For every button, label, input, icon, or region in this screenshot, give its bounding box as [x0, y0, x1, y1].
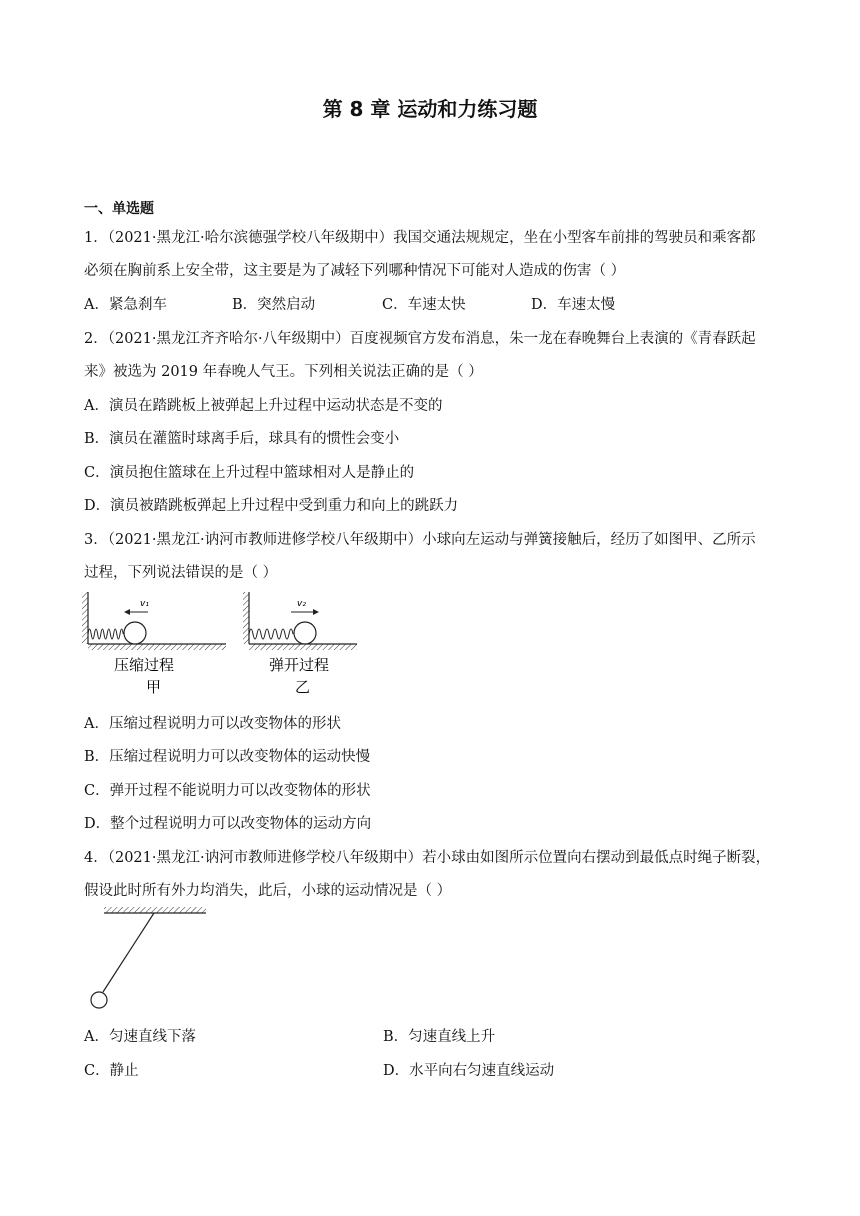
section-heading: 一、单选题 [84, 201, 154, 217]
q3-option-a: A．压缩过程说明力可以改变物体的形状 [84, 716, 341, 732]
q3-stem-line2: 过程，下列说法错误的是（ ） [84, 565, 278, 581]
release-caption-yi: 乙 [295, 678, 311, 696]
compression-caption: 压缩过程 [114, 656, 175, 674]
releasing-spring [249, 629, 293, 639]
compression-diagram [82, 592, 226, 696]
q3-option-c: C．弹开过程不能说明力可以改变物体的形状 [84, 783, 371, 799]
ball [124, 622, 146, 644]
q3-option-b: B．压缩过程说明力可以改变物体的运动快慢 [84, 749, 371, 765]
q4-option-a: A．匀速直线下落 [84, 1029, 196, 1045]
q2-stem-line1: 2．（2021·黑龙江齐齐哈尔·八年级期中）百度视频官方发布消息，朱一龙在春晚舞台上表演的《青春跃起 [84, 331, 756, 347]
q2-option-d: D．演员被踏跳板弹起上升过程中受到重力和向上的跳跃力 [84, 498, 459, 514]
q1-option-c: C．车速太快 [382, 297, 466, 313]
velocity-label-v2: v₂ [297, 599, 306, 609]
q4-option-c: C．静止 [84, 1063, 139, 1079]
pendulum-string [103, 913, 154, 992]
q1-option-b: B．突然启动 [232, 297, 316, 313]
q4-option-b: B．匀速直线上升 [383, 1029, 496, 1045]
release-caption: 弹开过程 [269, 656, 330, 674]
spring-ball-figure [80, 588, 360, 700]
q4-stem-line2: 假设此时所有外力均消失，此后，小球的运动情况是（ ） [84, 883, 452, 899]
q1-option-a: A．紧急刹车 [84, 297, 167, 313]
page-title: 第 8 章 运动和力练习题 [322, 97, 538, 121]
pendulum-ball [91, 992, 107, 1008]
q4-option-d: D．水平向右匀速直线运动 [383, 1063, 555, 1079]
q3-option-d: D．整个过程说明力可以改变物体的运动方向 [84, 816, 372, 832]
q1-stem-line2: 必须在胸前系上安全带，这主要是为了减轻下列哪种情况下可能对人造成的伤害（ ） [84, 263, 626, 279]
release-diagram [243, 592, 357, 696]
q2-option-a: A．演员在踏跳板上被弹起上升过程中运动状态是不变的 [84, 398, 443, 414]
q3-stem-line1: 3．（2021·黑龙江·讷河市教师进修学校八年级期中）小球向左运动与弹簧接触后，经历了如图甲、乙所示 [84, 532, 756, 548]
q2-option-b: B．演员在灌篮时球离手后，球具有的惯性会变小 [84, 431, 400, 447]
q1-stem-line1: 1．（2021·黑龙江·哈尔滨德强学校八年级期中）我国交通法规规定，坐在小型客车前排的驾驶员和乘客都 [84, 230, 756, 246]
compression-caption-jia: 甲 [146, 678, 162, 696]
ball [294, 622, 316, 644]
velocity-label-v1: v₁ [140, 599, 149, 609]
compressed-spring [88, 629, 123, 639]
q2-option-c: C．演员抱住篮球在上升过程中篮球相对人是静止的 [84, 465, 415, 481]
q4-stem-line1: 4．（2021·黑龙江·讷河市教师进修学校八年级期中）若小球由如图所示位置向右摆动到最低点时绳子断裂， [84, 850, 771, 866]
pendulum-figure [86, 904, 216, 1016]
q2-stem-line2: 来》被选为 2019 年春晚人气王。下列相关说法正确的是（ ） [84, 364, 483, 380]
q1-option-d: D．车速太慢 [531, 297, 616, 313]
